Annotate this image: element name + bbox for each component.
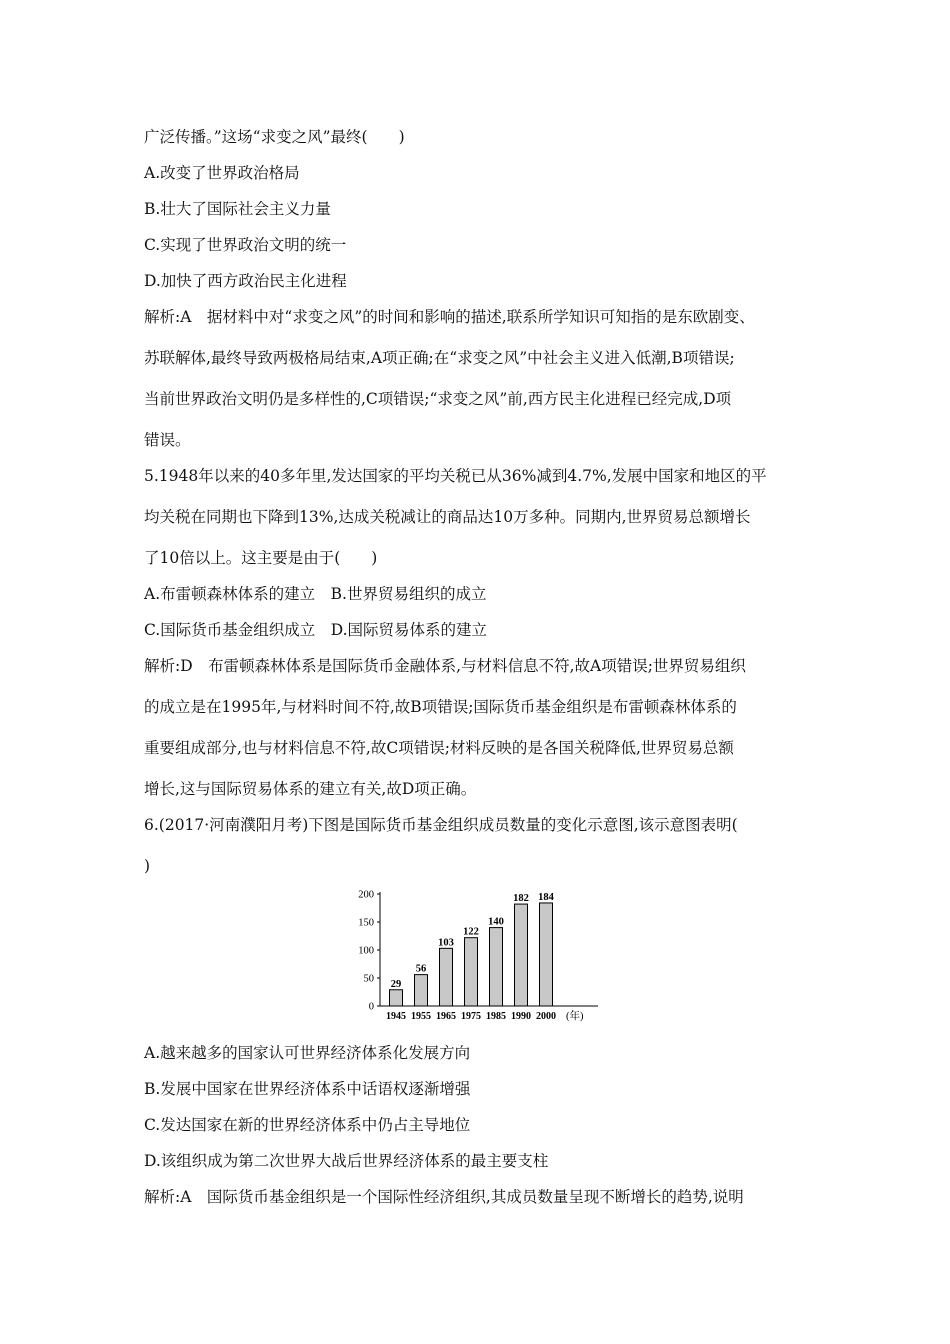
q6-option-a: A.越来越多的国家认可世界经济体系化发展方向 — [144, 1044, 471, 1062]
data-label: 182 — [513, 893, 529, 905]
y-tick-label: 100 — [358, 945, 374, 957]
q5-options-ab: A.布雷顿森林体系的建立 B.世界贸易组织的成立 — [144, 585, 487, 603]
q4-option-b: B.壮大了国际社会主义力量 — [144, 200, 331, 218]
q6-option-b: B.发展中国家在世界经济体系中话语权逐渐增强 — [144, 1080, 471, 1098]
x-tick-label: 1985 — [486, 1011, 506, 1022]
q6-stem-line: ) — [144, 857, 151, 875]
q4-analysis-line: 苏联解体,最终导致两极格局结束,A项正确;在“求变之风”中社会主义进入低潮,B项错误; — [144, 349, 735, 367]
q6-analysis: 解析:A 国际货币基金组织是一个国际性经济组织,其成员数量呈现不断增长的趋势,说明 — [144, 1188, 744, 1206]
q6-option-c: C.发达国家在新的世界经济体系中仍占主导地位 — [144, 1116, 471, 1134]
q4-analysis-line: 当前世界政治文明仍是多样性的,C项错误;“求变之风”前,西方民主化进程已经完成,D项 — [144, 390, 732, 408]
x-tick-label: 1990 — [511, 1011, 531, 1022]
q4-analysis-line: 错误。 — [144, 431, 191, 449]
data-label: 103 — [438, 937, 454, 949]
q5-stem-line: 均关税在同期也下降到13%,达成关税减让的商品达10万多种。同期内,世界贸易总额增长 — [144, 508, 751, 526]
bar-1990 — [515, 904, 528, 1006]
x-tick-label: 2000 — [536, 1011, 556, 1022]
bar-1975 — [465, 938, 478, 1006]
q6-stem: 6.(2017·河南濮阳月考)下图是国际货币基金组织成员数量的变化示意图,该示意图表明( — [144, 816, 738, 834]
x-tick-label: 1945 — [386, 1011, 406, 1022]
data-label: 56 — [415, 963, 427, 975]
y-tick-label: 50 — [363, 973, 374, 985]
y-tick-label: 200 — [358, 889, 374, 901]
data-label: 184 — [538, 891, 554, 903]
q4-analysis: 解析:A 据材料中对“求变之风”的时间和影响的描述,联系所学知识可知指的是东欧剧变、 — [144, 308, 755, 326]
q4-option-c: C.实现了世界政治文明的统一 — [144, 236, 347, 254]
y-tick-label: 0 — [368, 1001, 374, 1013]
q5-stem-line: 了10倍以上。这主要是由于( ) — [144, 549, 378, 567]
bar-1985 — [490, 928, 503, 1006]
q4-option-a: A.改变了世界政治格局 — [144, 164, 300, 182]
q5-options-cd: C.国际货币基金组织成立 D.国际贸易体系的建立 — [144, 621, 488, 639]
bar-1965 — [440, 948, 453, 1006]
data-label: 140 — [488, 916, 504, 928]
data-label: 29 — [390, 978, 402, 990]
q5-analysis: 解析:D 布雷顿森林体系是国际货币金融体系,与材料信息不符,故A项错误;世界贸易组织 — [144, 657, 746, 675]
x-axis-label: (年) — [566, 1011, 584, 1022]
x-tick-label: 1955 — [411, 1011, 431, 1022]
q4-option-d: D.加快了西方政治民主化进程 — [144, 272, 347, 290]
bar-2000 — [540, 903, 553, 1006]
data-label: 122 — [463, 926, 479, 938]
q6-option-d: D.该组织成为第二次世界大战后世界经济体系的最主要支柱 — [144, 1152, 549, 1170]
y-tick-label: 150 — [358, 917, 374, 929]
question-stem-cont: 广泛传播。”这场“求变之风”最终( ) — [144, 128, 405, 146]
bar-1945 — [390, 990, 403, 1006]
q5-analysis-line: 的成立是在1995年,与材料时间不符,故B项错误;国际货币基金组织是布雷顿森林体系的 — [144, 698, 737, 716]
q5-stem: 5.1948年以来的40多年里,发达国家的平均关税已从36%减到4.7%,发展中国家和地区的平 — [144, 467, 767, 485]
imf-members-bar-chart — [330, 880, 610, 1030]
bar-1955 — [415, 975, 428, 1006]
x-tick-label: 1965 — [436, 1011, 456, 1022]
x-tick-label: 1975 — [461, 1011, 481, 1022]
q5-analysis-line: 增长,这与国际贸易体系的建立有关,故D项正确。 — [144, 780, 477, 798]
q5-analysis-line: 重要组成部分,也与材料信息不符,故C项错误;材料反映的是各国关税降低,世界贸易总额 — [144, 739, 734, 757]
